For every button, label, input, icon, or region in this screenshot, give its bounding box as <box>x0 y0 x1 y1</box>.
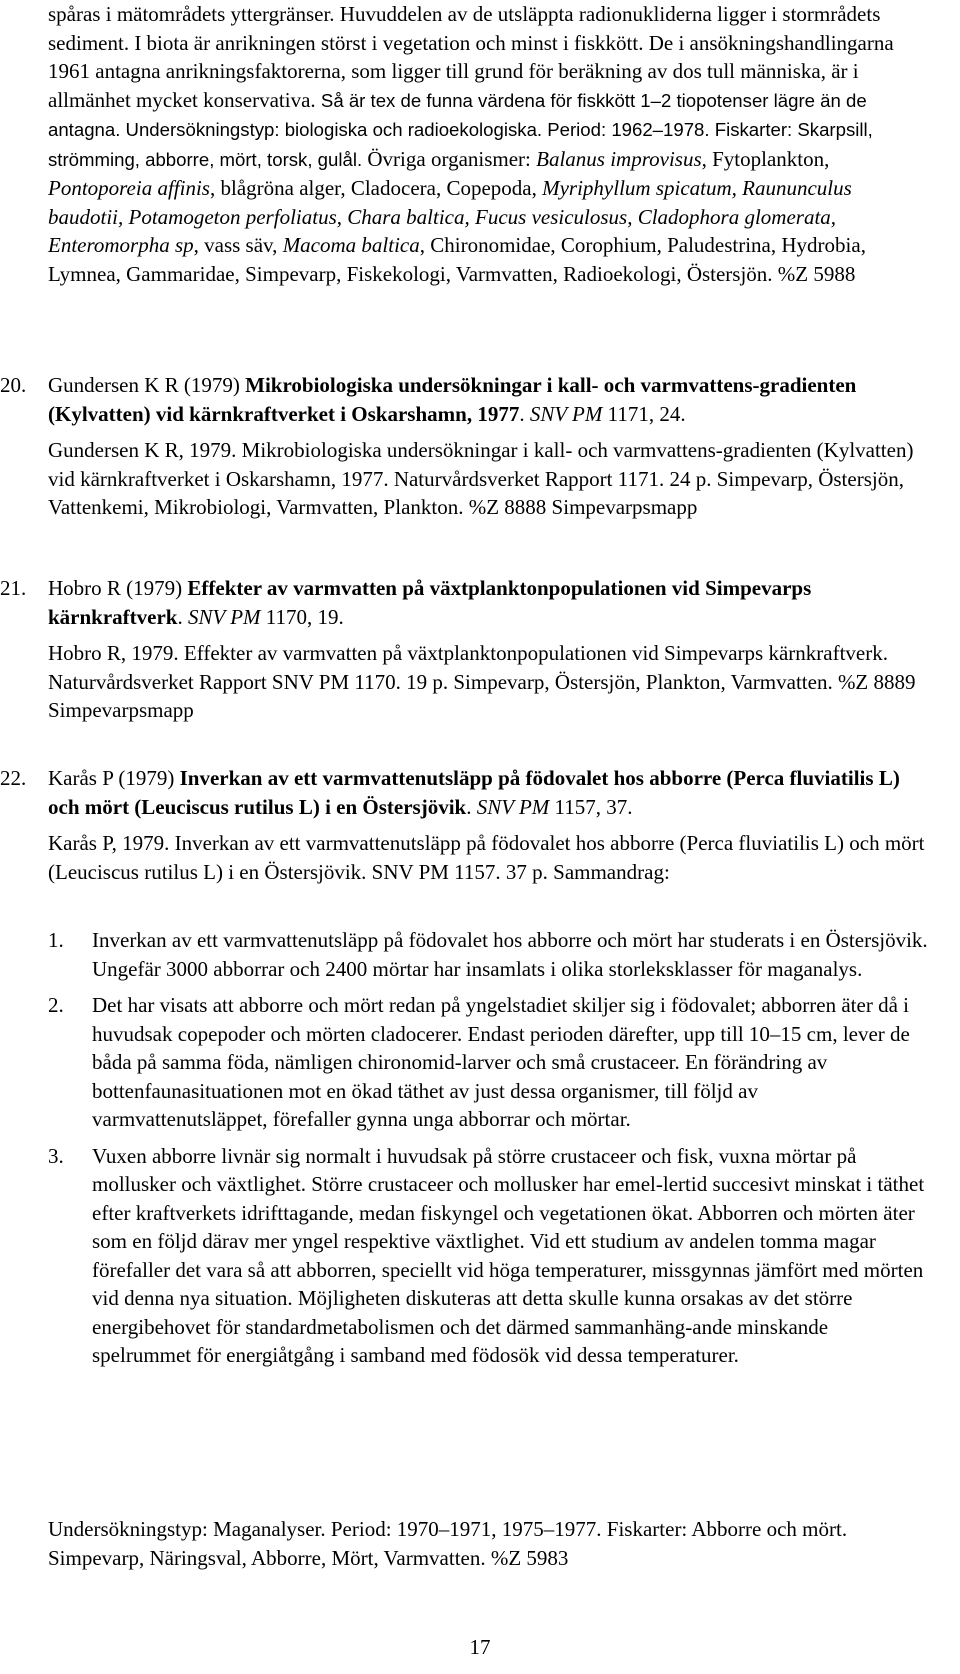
entry-number: 22. <box>0 766 27 790</box>
intro-text-5: , blågröna alger, Cladocera, Copepoda, <box>209 176 537 200</box>
intro-text-6: , vass säv, <box>193 233 278 257</box>
summary-item-text: Vuxen abborre livnär sig normalt i huvudsak på större crustaceer och fisk, vuxna mörtar på mollusker och växtlighet. Större crustaceer och mollusker har emel-lertid succesivt minskat i täthet efter kraftverkets idrifttagande, medan fiskyngel och vegetationen ökat. Abborren och mörten äter som en följd därav mer yngel respektive växtlighet. Vid ett studium av andelen tomma magar förefaller det vara så att abborren, speciellt vid höga temperaturer, missgynnas jämfört med mörten vid denna nya situation. Möjligheten diskuteras att detta skulle kunna orsakas av det större energibehovet för standardmetabolismen och det därmed sammanhäng-ande minskande spelrummet för energiåtgång i samband med födosök vid dessa temperaturer. <box>92 1143 925 1367</box>
summary-item-number: 3. <box>48 1143 64 1168</box>
reference-entry-20 <box>0 371 940 522</box>
entry-number: 21. <box>0 576 27 600</box>
species-macoma: Macoma baltica <box>282 233 420 257</box>
citation-ref: 1170, 19. <box>265 604 344 629</box>
citation: Gundersen K R (1979) Mikrobiologiska undersökningar i kall- och varmvattens-gradienten (Kylvatten) vid kärnkraftverket i Oskarshamn, 1977. SNV PM 1171, 24. <box>48 373 857 426</box>
citation-title: Mikrobiologiska undersökningar i kall- och varmvattens-gradienten (Kylvatten) vid kärnkraftverket i Oskarshamn, 1977 <box>48 373 857 426</box>
citation-author: Gundersen K R (1979) <box>48 373 240 397</box>
intro-text-1: spåras i mätområdets yttergränser. Huvuddelen av de utsläppta radionukliderna ligger i stormrådets sediment. I biota är anrikningen störst i vegetation och minst i fiskkött. De i ansökningshandlingarna 1961 antagna anrikningsfaktorerna, som ligger till grund för beräkning av dos tull människa, är i allmänhet mycket konservativa. <box>48 2 894 112</box>
intro-text-3: Övriga organismer: <box>367 146 531 171</box>
abstract: Karås P, 1979. Inverkan av ett varmvattenutsläpp på födovalet hos abborre (Perca fluviatilis L) och mört (Leuciscus rutilus L) i en Östersjövik. SNV PM 1157. 37 p. Sammandrag: <box>48 831 925 884</box>
species-pontoporeia: Pontoporeia affinis <box>48 176 210 200</box>
citation: Karås P (1979) Inverkan av ett varmvattenutsläpp på födovalet hos abborre (Perca fluviatilis L) och mört (Leuciscus rutilus L) i en Östersjövik. SNV PM 1157, 37. <box>48 766 900 819</box>
reference-entry-22 <box>0 764 940 886</box>
citation: Hobro R (1979) Effekter av varmvatten på växtplanktonpopulationen vid Simpevarps kärnkraftverk. SNV PM 1170, 19. <box>48 576 812 629</box>
page-number: 17 <box>469 1635 491 1659</box>
citation-ref: 1157, 37. <box>554 794 633 819</box>
summary-item <box>48 926 928 983</box>
abstract: Gundersen K R, 1979. Mikrobiologiska undersökningar i kall- och varmvattens-gradienten (Kylvatten) vid kärnkraftverket i Oskarshamn, 1977. Naturvårdsverket Rapport 1171. 24 p. Simpevarp, Östersjön, Vattenkemi, Mikrobiologi, Varmvatten, Plankton. %Z 8888 Simpevarpsmapp <box>48 438 914 519</box>
citation-title: Effekter av varmvatten på växtplanktonpopulationen vid Simpevarps kärnkraftverk <box>48 576 812 629</box>
citation-author: Hobro R (1979) <box>48 576 183 600</box>
citation-author: Karås P (1979) <box>48 766 175 790</box>
summary-item <box>48 1142 928 1370</box>
citation-series: SNV PM <box>476 794 550 819</box>
summary-item-text: Det har visats att abborre och mört redan på yngelstadiet skiljer sig i födovalet; abborren äter då i huvudsak copepoder och mörten cladocerer. Endast perioden därefter, upp till 10–15 cm, lever de båda på samma föda, nämligen chironomid-larver och små crustaceer. En förändring av bottenfaunasituationen mot en ökad täthet av just dessa organismer, till följd av varmvattenutsläppet, förefaller gynna unga abborrar och mörtar. <box>92 993 910 1131</box>
summary-item-number: 1. <box>48 928 64 952</box>
summary-item <box>48 991 928 1134</box>
citation-title: Inverkan av ett varmvattenutsläpp på födovalet hos abborre (Perca fluviatilis L) och mört (Leuciscus rutilus L) i en Östersjövik <box>48 766 900 819</box>
citation-ref: 1171, 24. <box>607 401 686 426</box>
reference-entry-21 <box>0 574 940 725</box>
intro-text-7: , Chironomidae, Corophium, Paludestrina, Hydrobia, Lymnea, Gammaridae, Simpevarp, Fiskekologi, Varmvatten, Radioekologi, Östersjön. %Z 5988 <box>48 233 866 286</box>
closing-paragraph: Undersökningstyp: Maganalyser. Period: 1970–1971, 1975–1977. Fiskarter: Abborre och mört. Simpevarp, Näringsval, Abborre, Mört, Varmvatten. %Z 5983 <box>48 1517 848 1570</box>
summary-item-number: 2. <box>48 993 64 1017</box>
species-list-italic: Myriphyllum spicatum, Raununculus baudotii, Potamogeton perfoliatus, Chara baltica, Fucus vesiculosus, Cladophora glomerata, Enteromorpha sp <box>48 176 852 257</box>
abstract: Hobro R, 1979. Effekter av varmvatten på växtplanktonpopulationen vid Simpevarps kärnkraftverk. Naturvårdsverket Rapport SNV PM 1170. 19 p. Simpevarp, Östersjön, Plankton, Varmvatten. %Z 8889 Simpevarpsmapp <box>48 641 916 722</box>
species-balanus: Balanus improvisus <box>536 146 702 171</box>
intro-text-2: Så är tex de funna värdena för fiskkött 1–2 tiopotenser lägre än de antagna. Undersökningstyp: biologiska och radioekologiska. Period: 1962–1978. Fiskarter: Skarpsill, strömming, abborre, mört, torsk, gulål. <box>48 89 873 170</box>
citation-series: SNV PM <box>188 604 261 629</box>
citation-series: SNV PM <box>529 401 603 426</box>
summary-list <box>48 926 928 1370</box>
intro-paragraph <box>48 0 928 288</box>
summary-item-text: Inverkan av ett varmvattenutsläpp på födovalet hos abborre och mört har studerats i en Östersjövik. Ungefär 3000 abborrar och 2400 mörtar har insamlats i olika storleksklasser för maganalys. <box>92 928 928 981</box>
entry-number: 20. <box>0 373 27 397</box>
intro-text-4: , Fytoplankton, <box>701 146 830 171</box>
